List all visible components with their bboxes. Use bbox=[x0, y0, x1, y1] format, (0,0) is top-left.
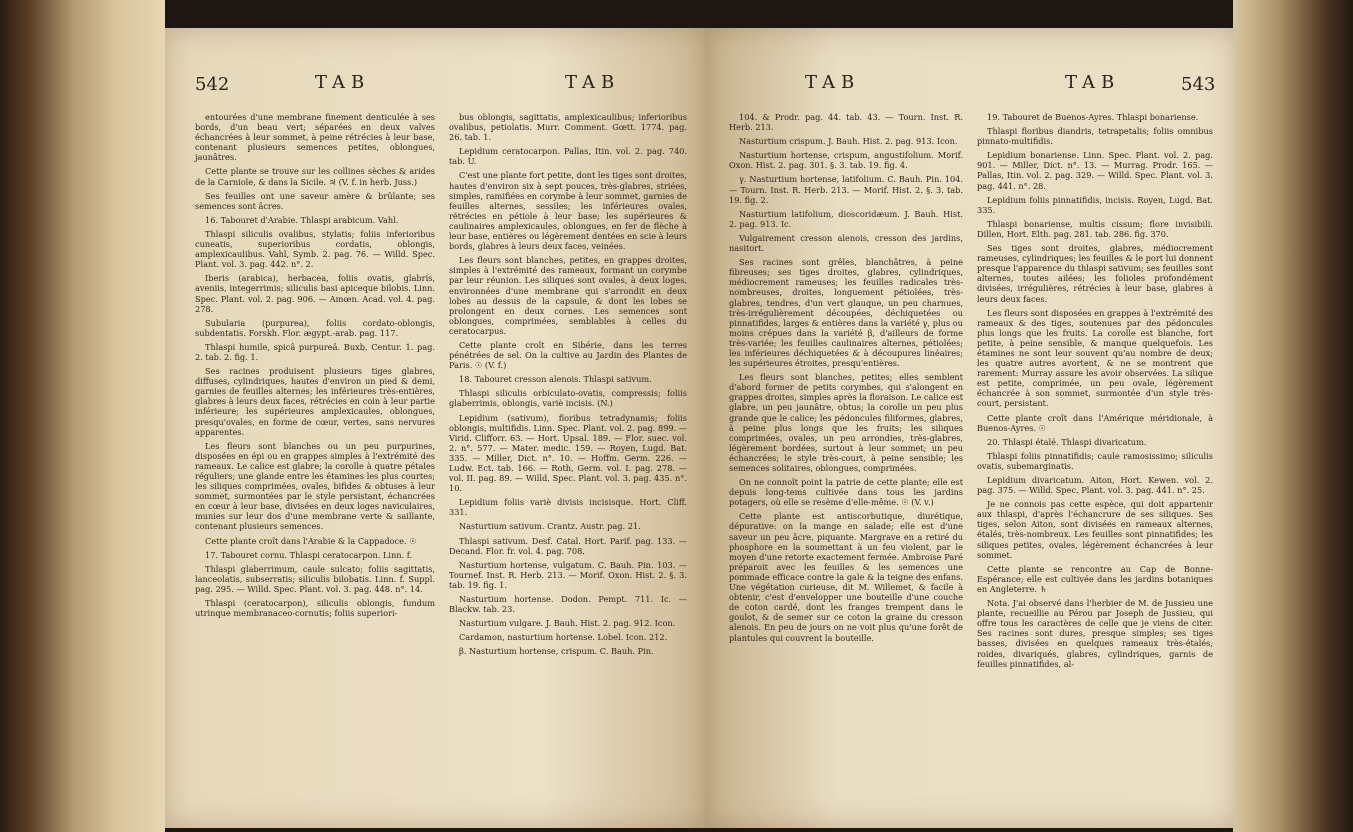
paragraph: 104. & Prodr. pag. 44. tab. 43. — Tourn. Inst. R. Herb. 213. bbox=[729, 112, 963, 133]
paragraph: Nasturtium hortense. Dodon. Pempt. 711. Ic. — Blackw. tab. 23. bbox=[449, 594, 687, 615]
paragraph: Nasturtium sativum. Crantz. Austr. pag. 21. bbox=[459, 521, 641, 532]
paragraph: Nasturtium crispum. J. Bauh. Hist. 2. pag. 913. Icon. bbox=[739, 136, 958, 147]
paragraph: Thlaspi siliculis ovalibus, stylatis; foliis inferioribus cuneatis, superioribus cordatis, oblongis, amplexicaulibus. Vahl, Symb. 2. pag. 76. — Willd. Spec. Plant. vol. 3. pag. 442. n°. 2. bbox=[195, 228, 435, 270]
page-number: 542 bbox=[195, 74, 230, 95]
paragraph: Ses tiges sont droites, glabres, médiocrement rameuses, cylindriques; les feuilles & le port lui donnent presque l'apparence du thlaspi sativum; ses feuilles sont alternes, toutes ailées; les folioles profondément divisées, irrégulières, rétrécies à leur base, glabres à leurs deux faces. bbox=[977, 243, 1213, 304]
paragraph: Nasturtium latifolium, dioscoridæum. J. Bauh. Hist. 2. pag. 913. Ic. bbox=[729, 208, 963, 229]
running-header-left: TAB bbox=[805, 72, 861, 93]
paragraph: On ne connoît point la patrie de cette plante; elle est depuis long-tems cultivée dans tous les jardins potagers, où elle se resème d'elle-même. ☉ (V. v.) bbox=[729, 477, 963, 508]
paragraph: entourées d'une membrane finement denticulée à ses bords, d'un beau vert; séparées en deux valves échancrées à leur sommet, à peine rétrécies à leur base, contenant plusieurs semences petites, oblongues, jaunâtres. bbox=[195, 112, 435, 163]
paragraph: 18. Tabouret cresson alenois. Thlaspi sativum. bbox=[459, 374, 652, 385]
paragraph: Thlaspi humile, spicâ purpureâ. Buxb. Centur. 1. pag. 2. tab. 2. fig. 1. bbox=[195, 341, 435, 362]
book-page-edges-right bbox=[1233, 0, 1353, 832]
paragraph: Lepidium bonariense. Linn. Spec. Plant. vol. 2. pag. 901. — Miller, Dict. n°. 13. — Murrag. Prodr. 165. — Pallas, Itin. vol. 2. pag. 329. — Willd. Spec. Plant. vol. 3. pag. 441. n°. 28. bbox=[977, 150, 1213, 191]
page-number: 543 bbox=[1181, 74, 1216, 95]
paragraph: 20. Thlaspi étalé. Thlaspi divaricatum. bbox=[987, 436, 1147, 447]
paragraph: Thlaspi (ceratocarpon), siliculis oblongis, fundum utrinque membranaceo-cornutis; foliis superiori- bbox=[195, 598, 435, 619]
paragraph: 17. Tabouret cornu. Thlaspi ceratocarpon. Linn. f. bbox=[205, 549, 413, 560]
paragraph: Nota. J'ai observé dans l'herbier de M. de Jussieu une plante, recueillie au Pérou par Joseph de Jussieu, qui offre tous les caractères de celle que je viens de citer. Ses racines sont dures, presque simples; ses tiges basses, divisées en quelques rameaux très-étalés, roides, divariqués, glabres, cylindriques, garnis de feuilles pinnatifides, al- bbox=[977, 598, 1213, 669]
paragraph: Cette plante croît dans l'Arabie & la Cappadoce. ☉ bbox=[205, 535, 417, 546]
text-column-2 bbox=[977, 112, 1213, 673]
paragraph: Vulgairement cresson alenois, cresson des jardins, nasitort. bbox=[729, 232, 963, 254]
paragraph: Cette plante croît en Sibérie, dans les terres pénétrées de sel. On la cultive au Jardin des Plantes de Paris. ☉ (V. f.) bbox=[449, 339, 687, 371]
paragraph: Iberis (arabica), herbacea, foliis ovatis, glabris, aveniis, integerrimis; siliculis basi apiceque bilobis. Linn. Spec. Plant. vol. 2. pag. 906. — Amœn. Acad. vol. 4. pag. 278. bbox=[195, 273, 435, 314]
paragraph: Lepidium (sativum), floribus tetradynamis; foliis oblongis, multifidis. Linn. Spec. Plant. vol. 2. pag. 899. — Virid. Clifforr. 63. — Hort. Upsal. 189. — Flor. suec. vol. 2. n°. 577. — Mater. medic. 159. — Royen, Lugd. Bat. 335. — Miller, Dict. n°. 10. — Hoffm. Germ. 226. — Ludw. Ect. tab. 166. — Roth, Germ. vol. I. pag. 278. — vol. II. pag. 89. — Willd. Spec. Plant. vol. 3. pag. 435. n°. 10. bbox=[449, 412, 688, 494]
paragraph: Lepidium foliis variè divisis incisisque. Hort. Cliff. 331. bbox=[449, 497, 687, 518]
paragraph: Nasturtium hortense, crispum, angustifolium. Morif. Oxon. Hist. 2. pag. 301. §. 3. tab. 19. fig. 4. bbox=[729, 150, 963, 171]
paragraph: Cette plante se rencontre au Cap de Bonne-Espérance; elle est cultivée dans les jardins botaniques en Angleterre. ♄ bbox=[977, 563, 1213, 594]
text-column-1 bbox=[729, 112, 963, 647]
paragraph: Thlaspi siliculis orbiculato-ovatis, compressis; foliis glaberrimis, oblongis, variè incisis. (N.) bbox=[449, 388, 687, 409]
paragraph: Les fleurs sont blanches, petites; elles semblent d'abord former de petits corymbes, qui s'alongent en grappes droites, simples après la floraison. Le calice est glabre, un peu jaunâtre, obtus; la corolle un peu plus grande que le calice; les pédoncules filiformes, glabres, à peine plus longs que les fruits; les siliques comprimées, ovales, un peu arrondies, très-glabres, légèrement bordées, surtout à leur sommet; un peu échancrées; le style très-court, à peine sensible; les semences solitaires, oblongues, comprimées. bbox=[729, 372, 963, 473]
paragraph: Je ne connois pas cette espèce, qui doit appartenir aux thlaspi, d'après l'échancrure de ses siliques. Ses tiges, selon Aiton, sont divisées en rameaux alternes, étalés, très-nombreux. Les feuilles sont pinnatifides; les siliques petites, ovales, légèrement échancrées à leur sommet. bbox=[977, 499, 1213, 560]
paragraph: Ses racines sont grêles, blanchâtres, à peine fibreuses; ses tiges droites, glabres, cylindriques, médiocrement rameuses; les feuilles radicales très-nombreuses, droites, longuement pétiolées, très-glabres, tendres, d'un vert glauque, un peu charnues, très-irrégulièrement découpées, déchiquetées ou pinnatifides, larges & entières dans la variété γ, plus ou moins crépues dans la variété β, d'ailleurs de forme très-variée; les feuilles caulinaires alternes, pétiolées; les inférieures déchiquetées & à découpures linéaires; les supérieures étroites, presqu'entières. bbox=[729, 257, 963, 369]
paragraph: Cardamon, nasturtium hortense. Lobel. Icon. 212. bbox=[459, 632, 668, 643]
book-page-edges-left bbox=[0, 0, 165, 832]
running-header-right: TAB bbox=[1065, 72, 1121, 93]
paragraph: Les fleurs sont blanches ou un peu purpurines, disposées en épi ou en grappes simples à l'extrémité des rameaux. Le calice est glabre; la corolle à quatre pétales réguliers; une glande entre les étamines les plus courtes; les siliques comprimées, ovales, bifides & obtuses à leur sommet, surmontées par le style persistant, échancrées en cœur à leur base, divisées en deux loges naviculaires, munies sur leur dos d'une membrane verte & saillante, contenant plusieurs semences. bbox=[195, 440, 435, 532]
running-header-right: TAB bbox=[565, 72, 621, 93]
paragraph: Nasturtium vulgare. J. Bauh. Hist. 2. pag. 912. Icon. bbox=[459, 618, 676, 629]
running-header-left: TAB bbox=[315, 72, 371, 93]
paragraph: Thlaspi bonariense, multis cissum; flore invisibili. Dillen, Hort. Elth. pag. 281. tab. 286. fig. 370. bbox=[977, 218, 1213, 239]
paragraph: γ. Nasturtium hortense, latifolium. C. Bauh. Pin. 104. — Tourn. Inst. R. Herb. 213. — Morif. Hist. 2. §. 3. tab. 19. fig. 2. bbox=[729, 174, 963, 205]
paragraph: Lepidium divaricatum. Aiton, Hort. Kewen. vol. 2. pag. 375. — Willd. Spec. Plant. vol. 3. pag. 441. n°. 25. bbox=[977, 475, 1213, 496]
paragraph: Cette plante est antiscorbutique, diurétique, dépurative: on la mange en salade; elle est d'une saveur un peu âcre, piquante. Margrave en a retiré du phosphore en la soumettant à un feu violent, par le moyen d'une retorte exactement fermée. Ambroise Paré préparoit avec les feuilles & les semences une pommade efficace contre la gale & la teigne des enfans. Une végétation curieuse, dit M. Willemet, & facile à obtenir, c'est d'envelopper une bouteille d'une couche de coton cardé, dont les franges trempent dans le goulot, & de semer sur ce coton la graine du cresson alenois. En peu de jours on ne voit plus qu'une forêt de plantules qui couvrent la bouteille. bbox=[729, 511, 963, 643]
left-page bbox=[165, 28, 705, 828]
right-page bbox=[705, 28, 1235, 828]
paragraph: bus oblongis, sagittatis, amplexicaulibus; inferioribus ovalibus, petiolatis. Murr. Comment. Gœtt. 1774. pag. 26. tab. 1. bbox=[449, 112, 687, 143]
paragraph: Ses feuilles ont une saveur amère & brûlante; ses semences sont âcres. bbox=[195, 190, 435, 211]
paragraph: Thlaspi floribus diandris, tetrapetalis; foliis omnibus pinnato-multifidis. bbox=[977, 126, 1213, 147]
paragraph: Cette plante se trouve sur les collines sèches & arides de la Carniole, & dans la Sicile. ♃ (V. f. in herb. Juss.) bbox=[195, 166, 435, 187]
paragraph: Lepidium ceratocarpon. Pallas, Itin. vol. 2. pag. 740. tab. U. bbox=[449, 146, 687, 167]
paragraph: Thlaspi glaberrimum, caule sulcato; foliis sagittatis, lanceolatis, subserratis; siliculis bilobatis. Linn. f. Suppl. pag. 295. — Willd. Spec. Plant. vol. 3. pag. 448. n°. 14. bbox=[195, 563, 435, 594]
paragraph: Thlaspi foliis pinnatifidis; caule ramosissimo; siliculis ovatis, subemarginatis. bbox=[977, 450, 1213, 471]
paragraph: Thlaspi sativum. Desf. Catal. Hort. Parif. pag. 133. — Decand. Flor. fr. vol. 4. pag. 708. bbox=[449, 535, 687, 556]
paragraph: 16. Tabouret d'Arabie. Thlaspi arabicum. Vahl. bbox=[205, 214, 399, 225]
paragraph: Les fleurs sont blanches, petites, en grappes droites, simples à l'extrémité des rameaux, formant un corymbe par leur réunion. Les siliques sont ovales, à deux loges, environnées d'une membrane qui s'arrondit en deux lobes au dessus de la capsule, & dont les lobes se prolongent en deux cornes. Les semences sont oblongues, comprimées, semblables à celles du ceratocarpus. bbox=[449, 255, 687, 336]
paragraph: C'est une plante fort petite, dont les tiges sont droites, hautes d'environ six à sept pouces, très-glabres, striées, simples, ramifiées en corymbe à leur sommet, garnies de feuilles alternes, sessiles; les inférieures ovales, rétrécies en pétiole à leur base; les supérieures & caulinaires amplexicaules, oblongues, en fer de flèche à leur base, entières ou légèrement dentées en scie à leurs bords, glabres à leurs deux faces, veinées. bbox=[449, 170, 688, 252]
text-column-2 bbox=[449, 112, 687, 661]
paragraph: Les fleurs sont disposées en grappes à l'extrémité des rameaux & des tiges, soutenues par des pédoncules plus longs que les fruits. La corolle est blanche, fort petite, à peine sensible, & manque quelquefois. Les étamines ne sont leur souvent qu'au nombre de deux; les quatre autres avortent, & ne se montrent que rarement: Murray assure les avoir observées. La silique est petite, comprimée, un peu ovale, légèrement échancrée à son sommet, surmontée d'un style très-court, persistant. bbox=[977, 307, 1213, 409]
paragraph: β. Nasturtium hortense, crispum. C. Bauh. Pin. bbox=[459, 646, 654, 657]
paragraph: 19. Tabouret de Buenos-Ayres. Thlaspi bonariense. bbox=[987, 112, 1199, 122]
paragraph: Cette plante croît dans l'Amérique méridionale, à Buenos-Ayres. ☉ bbox=[977, 412, 1213, 433]
paragraph: Ses racines produisent plusieurs tiges glabres, diffuses, cylindriques, hautes d'environ un pied & demi, garnies de feuilles alternes; les inférieures très-entières, glabres à leurs deux faces, rétrécies en coin à leur partie inférieure; les supérieures amplexicaules, oblongues, presqu'ovales, en forme de cœur, vertes, sans nervures apparentes. bbox=[195, 366, 435, 437]
paragraph: Nasturtium hortense, vulgatum. C. Bauh. Pin. 103. — Tournef. Inst. R. Herb. 213. — Morif. Oxon. Hist. 2. §. 3. tab. 19. fig. 1. bbox=[449, 559, 687, 590]
paragraph: Subularia (purpurea), foliis cordato-oblongis, subdentatis. Forskh. Flor. ægypt.-arab. pag. 117. bbox=[195, 317, 435, 338]
text-column-1 bbox=[195, 112, 435, 622]
paragraph: Lepidium foliis pinnatifidis, incisis. Royen, Lugd. Bat. 335. bbox=[977, 194, 1213, 215]
